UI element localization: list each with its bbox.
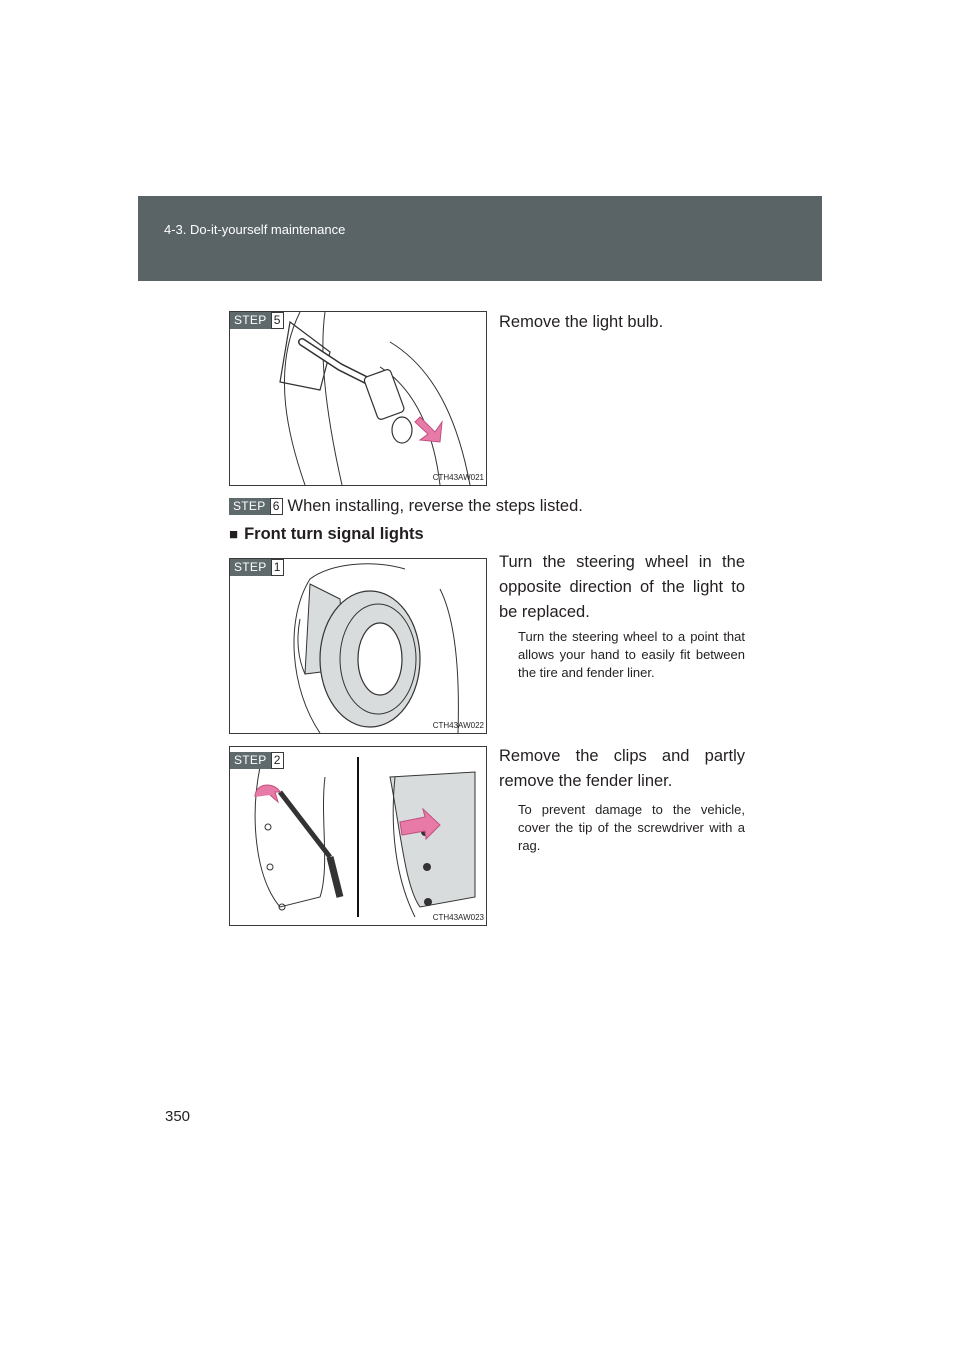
page-number: 350 <box>165 1108 191 1125</box>
step-badge-5 <box>230 312 284 329</box>
step-number: 6 <box>270 498 283 515</box>
chapter-header <box>138 196 822 281</box>
figure-step1-tire <box>229 558 487 734</box>
figure-code: CTH43AW021 <box>432 473 484 482</box>
figure-step2-clips <box>229 746 487 926</box>
step6-text: When installing, reverse the steps listed. <box>287 497 583 515</box>
step6-line <box>229 497 583 516</box>
step-label: STEP <box>230 752 271 769</box>
section-title-header: 4-3. Do-it-yourself maintenance <box>164 222 346 237</box>
step-label: STEP <box>230 312 271 329</box>
bulb-removal-illustration <box>230 312 486 485</box>
step-number: 5 <box>271 312 284 329</box>
step-number: 2 <box>271 752 284 769</box>
figure-code: CTH43AW023 <box>432 913 484 922</box>
figure-step5-bulb <box>229 311 487 486</box>
section-heading-text: Front turn signal lights <box>244 525 424 543</box>
step-label: STEP <box>230 559 271 576</box>
step5-text: Remove the light bulb. <box>499 313 664 331</box>
step-badge-6 <box>229 498 283 515</box>
section-marker: ■ <box>229 526 239 543</box>
clip-removal-illustration <box>230 747 486 925</box>
step-label: STEP <box>229 498 270 515</box>
step-number: 1 <box>271 559 284 576</box>
steering-tire-illustration <box>230 559 486 733</box>
section-heading <box>229 525 424 544</box>
step1-text: Turn the steering wheel in the opposite direction of the light to be replaced. <box>499 553 745 621</box>
step-badge-2 <box>230 752 284 769</box>
step2-text: Remove the clips and partly remove the fender liner. <box>499 747 745 790</box>
step1-note: Turn the steering wheel to a point that allows your hand to easily fit between the tire and fender liner. <box>518 629 745 680</box>
step-badge-1 <box>230 559 284 576</box>
step2-note: To prevent damage to the vehicle, cover the tip of the screwdriver with a rag. <box>518 802 745 853</box>
figure-code: CTH43AW022 <box>432 721 484 730</box>
